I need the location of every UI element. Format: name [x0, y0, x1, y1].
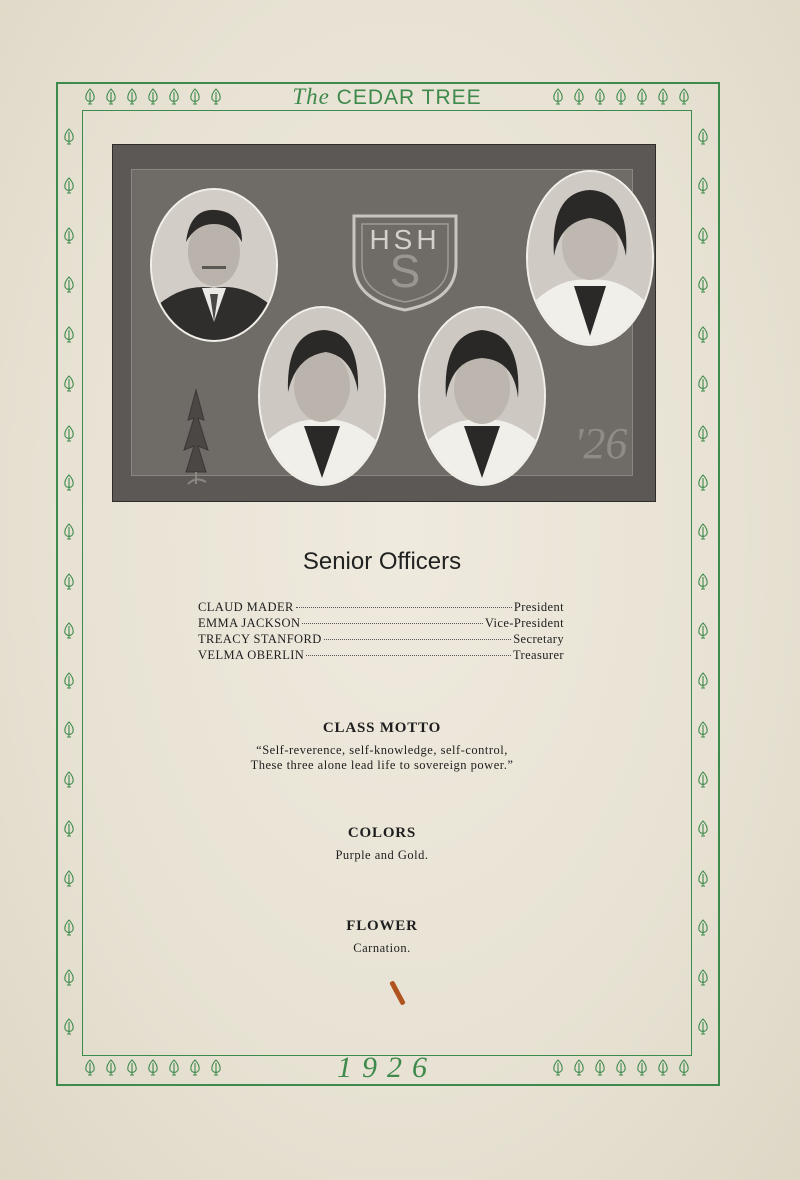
- portrait-claud-mader: [150, 188, 278, 342]
- cedar-tree-icon: [189, 88, 201, 106]
- cedar-tree-icon: [63, 523, 75, 541]
- cedar-tree-icon: [697, 326, 709, 344]
- cedar-tree-icon: [657, 1059, 669, 1077]
- officers-heading: Senior Officers: [302, 548, 462, 575]
- header-band: [84, 86, 690, 108]
- flower-text: Carnation.: [353, 941, 411, 955]
- officer-name: TREACY STANFORD: [198, 632, 322, 646]
- cedar-tree-icon: [63, 128, 75, 146]
- leader-dots: [296, 607, 512, 608]
- footer-year: 1926: [337, 1051, 437, 1084]
- cedar-tree-icon: [63, 326, 75, 344]
- cedar-tree-icon: [636, 88, 648, 106]
- officers-photo-panel: [112, 144, 656, 502]
- cedar-tree-icon: [84, 88, 96, 106]
- photo-panel-inset: [131, 169, 633, 476]
- cedar-tree-icon: [697, 276, 709, 294]
- left-border-trees: [58, 112, 80, 1052]
- flower-section: [0, 918, 764, 956]
- cedar-tree-icon: [636, 1059, 648, 1077]
- cedar-tree-icon: [697, 672, 709, 690]
- cedar-tree-icon: [657, 88, 669, 106]
- header-trees-right: [552, 88, 690, 106]
- colors-heading: COLORS: [347, 825, 417, 841]
- cedar-tree-icon: [210, 1059, 222, 1077]
- cedar-tree-icon: [63, 227, 75, 245]
- leader-dots: [302, 623, 482, 624]
- cedar-tree-icon: [697, 227, 709, 245]
- cedar-sprig-icon: [176, 380, 216, 490]
- right-border-trees: [692, 112, 714, 1052]
- class-motto-section: [0, 720, 764, 773]
- cedar-tree-icon: [168, 88, 180, 106]
- class-motto-heading: CLASS MOTTO: [322, 720, 442, 736]
- cedar-tree-icon: [105, 1059, 117, 1077]
- officers-list: [198, 600, 564, 664]
- footer-band: [84, 1051, 690, 1084]
- cedar-tree-icon: [63, 474, 75, 492]
- cedar-tree-icon: [573, 88, 585, 106]
- cedar-tree-icon: [594, 88, 606, 106]
- cedar-tree-icon: [147, 1059, 159, 1077]
- officer-row: [198, 632, 564, 648]
- cedar-tree-icon: [189, 1059, 201, 1077]
- cedar-tree-icon: [63, 771, 75, 789]
- cedar-tree-icon: [697, 128, 709, 146]
- cedar-tree-icon: [63, 177, 75, 195]
- cedar-tree-icon: [697, 771, 709, 789]
- cedar-tree-icon: [63, 1018, 75, 1036]
- cedar-tree-icon: [697, 425, 709, 443]
- cedar-tree-icon: [63, 425, 75, 443]
- cedar-tree-icon: [615, 88, 627, 106]
- cedar-tree-icon: [697, 375, 709, 393]
- leader-dots: [306, 655, 511, 656]
- portrait-treacy-stanford: [418, 306, 546, 486]
- flower-heading: FLOWER: [346, 918, 418, 934]
- officer-role: Vice-President: [484, 616, 564, 630]
- cedar-tree-icon: [678, 1059, 690, 1077]
- cedar-tree-icon: [105, 88, 117, 106]
- cedar-tree-icon: [697, 870, 709, 888]
- cedar-tree-icon: [552, 88, 564, 106]
- footer-trees-left: [84, 1059, 222, 1077]
- portrait-velma-oberlin: [526, 170, 654, 346]
- cedar-tree-icon: [678, 88, 690, 106]
- cedar-tree-icon: [168, 1059, 180, 1077]
- cedar-tree-icon: [573, 1059, 585, 1077]
- class-motto-line-1: “Self-reverence, self-knowledge, self-control,: [256, 743, 508, 757]
- cedar-tree-icon: [126, 88, 138, 106]
- cedar-tree-icon: [697, 622, 709, 640]
- cedar-tree-icon: [697, 523, 709, 541]
- leader-dots: [324, 639, 512, 640]
- cedar-tree-icon: [552, 1059, 564, 1077]
- colors-section: [0, 825, 764, 863]
- officer-name: VELMA OBERLIN: [198, 648, 305, 662]
- officer-role: Secretary: [513, 632, 564, 646]
- class-motto-line-2: These three alone lead life to sovereign power.”: [250, 758, 514, 772]
- yearbook-title: [286, 84, 487, 110]
- cedar-tree-icon: [126, 1059, 138, 1077]
- cedar-tree-icon: [63, 672, 75, 690]
- cedar-tree-icon: [697, 969, 709, 987]
- crest-letters: HSH: [369, 224, 441, 255]
- cedar-tree-icon: [63, 375, 75, 393]
- crest-mark: S: [389, 245, 421, 297]
- footer-trees-right: [552, 1059, 690, 1077]
- officer-name: CLAUD MADER: [198, 600, 294, 614]
- cedar-tree-icon: [147, 88, 159, 106]
- title-main: CEDAR TREE: [336, 86, 482, 109]
- officer-row: [198, 616, 564, 632]
- school-crest-icon: [348, 210, 462, 314]
- portrait-emma-jackson: [258, 306, 386, 486]
- header-trees-left: [84, 88, 222, 106]
- cedar-tree-icon: [697, 1018, 709, 1036]
- cedar-tree-icon: [63, 870, 75, 888]
- cedar-tree-icon: [697, 177, 709, 195]
- cedar-tree-icon: [210, 88, 222, 106]
- class-year-mark: '26: [574, 419, 628, 468]
- title-prefix: The: [292, 84, 330, 109]
- cedar-tree-icon: [63, 276, 75, 294]
- officer-row: [198, 648, 564, 664]
- officer-name: EMMA JACKSON: [198, 616, 301, 630]
- cedar-tree-icon: [63, 622, 75, 640]
- cedar-tree-icon: [615, 1059, 627, 1077]
- cedar-tree-icon: [84, 1059, 96, 1077]
- officer-role: Treasurer: [512, 648, 564, 662]
- officer-role: President: [513, 600, 564, 614]
- colors-text: Purple and Gold.: [335, 848, 429, 862]
- cedar-tree-icon: [594, 1059, 606, 1077]
- officer-row: [198, 600, 564, 616]
- cedar-tree-icon: [63, 969, 75, 987]
- cedar-tree-icon: [697, 474, 709, 492]
